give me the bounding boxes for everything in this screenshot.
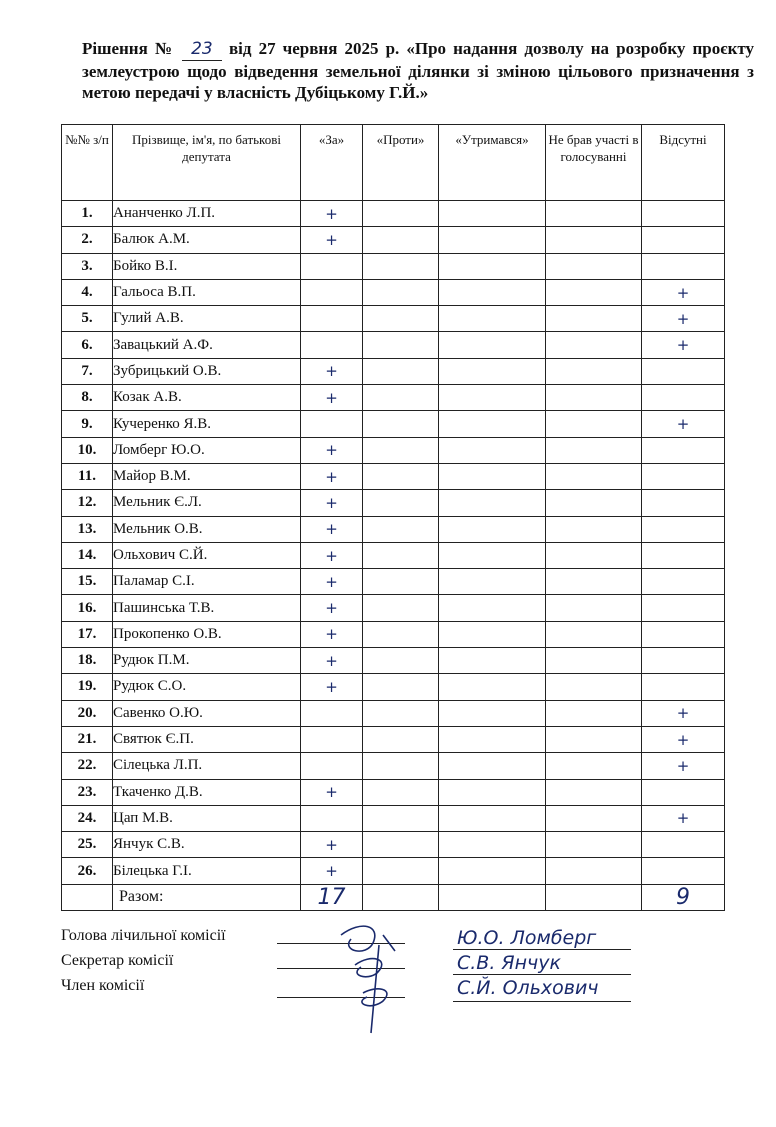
vote-cell-abstain [439,753,546,779]
vote-cell-against [363,332,439,358]
vote-cell-abstain [439,463,546,489]
vote-cell-not_voted [546,569,642,595]
table-row [62,700,725,726]
vote-cell-abstain [439,227,546,253]
name-line-chair [453,949,631,950]
role-chair: Голова лічильної комісії [61,927,226,944]
vote-cell-against [363,516,439,542]
vote-cell-not_voted [546,700,642,726]
vote-cell-absent [642,516,725,542]
vote-cell-abstain [439,437,546,463]
vote-cell-absent [642,832,725,858]
deputy-name: Паламар С.І. [113,569,301,595]
vote-cell-not_voted [546,832,642,858]
vote-cell-against [363,227,439,253]
row-number: 18. [62,648,113,674]
vote-cell-not_voted [546,621,642,647]
total-for: 17 [301,884,363,910]
row-number: 9. [62,411,113,437]
vote-cell-not_voted [546,279,642,305]
header-not-voted: Не брав участі в голосуванні [546,125,642,201]
row-number: 24. [62,805,113,831]
deputy-name: Майор В.М. [113,463,301,489]
handwritten-signature-icon [311,915,421,1035]
vote-cell-abstain [439,411,546,437]
deputy-name: Ломберг Ю.О. [113,437,301,463]
vote-cell-against [363,832,439,858]
vote-cell-abstain [439,201,546,227]
header-abstain: «Утримався» [439,125,546,201]
vote-cell-against [363,490,439,516]
vote-cell-abstain [439,490,546,516]
vote-cell-against [363,542,439,568]
vote-cell-against [363,253,439,279]
deputy-name: Ольхович С.Й. [113,542,301,568]
table-row [62,753,725,779]
table-row [62,595,725,621]
table-row [62,358,725,384]
vote-mark-for: + [301,516,363,542]
total-row [62,884,725,910]
signature-block [61,927,761,1027]
vote-cell-against [363,648,439,674]
vote-cell-against [363,779,439,805]
vote-cell-against [363,726,439,752]
row-number: 17. [62,621,113,647]
deputy-name: Янчук С.В. [113,832,301,858]
vote-cell-for [301,279,363,305]
header-name: Прізвище, ім'я, по батькові депутата [113,125,301,201]
row-number: 16. [62,595,113,621]
vote-cell-absent [642,542,725,568]
vote-cell-absent [642,621,725,647]
vote-mark-absent: + [642,726,725,752]
header-against: «Проти» [363,125,439,201]
header-absent: Відсутні [642,125,725,201]
row-number: 19. [62,674,113,700]
row-number: 7. [62,358,113,384]
deputy-name: Пашинська Т.В. [113,595,301,621]
table-row [62,463,725,489]
vote-cell-for [301,253,363,279]
vote-cell-abstain [439,595,546,621]
vote-cell-abstain [439,805,546,831]
vote-cell-against [363,358,439,384]
vote-cell-not_voted [546,227,642,253]
vote-mark-for: + [301,437,363,463]
deputy-name: Цап М.В. [113,805,301,831]
deputy-name: Бойко В.І. [113,253,301,279]
voting-table [61,124,725,911]
deputy-name: Ткаченко Д.В. [113,779,301,805]
vote-cell-absent [642,779,725,805]
deputy-name: Сілецька Л.П. [113,753,301,779]
table-row [62,621,725,647]
vote-cell-against [363,753,439,779]
table-row [62,201,725,227]
vote-cell-absent [642,463,725,489]
row-number: 14. [62,542,113,568]
row-number: 26. [62,858,113,884]
vote-cell-for [301,753,363,779]
deputy-name: Святюк Є.П. [113,726,301,752]
vote-cell-abstain [439,253,546,279]
role-member: Член комісії [61,977,145,994]
vote-cell-against [363,700,439,726]
deputy-name: Зубрицький О.В. [113,358,301,384]
vote-cell-not_voted [546,726,642,752]
vote-cell-against [363,279,439,305]
table-row [62,805,725,831]
table-row [62,832,725,858]
decision-title [82,38,754,103]
vote-mark-absent: + [642,805,725,831]
deputy-name: Прокопенко О.В. [113,621,301,647]
total-label: Разом: [113,884,301,910]
vote-cell-against [363,306,439,332]
deputy-name: Кучеренко Я.В. [113,411,301,437]
vote-cell-for [301,805,363,831]
name-line-secretary [453,974,631,975]
vote-cell-not_voted [546,385,642,411]
vote-mark-for: + [301,832,363,858]
vote-cell-not_voted [546,648,642,674]
vote-cell-for [301,306,363,332]
deputy-name: Балюк А.М. [113,227,301,253]
vote-cell-abstain [439,858,546,884]
vote-cell-not_voted [546,779,642,805]
row-number: 3. [62,253,113,279]
vote-cell-not_voted [546,201,642,227]
decision-text: від 27 червня 2025 р. «Про надання дозволу на розробку проєкту землеустрою щодо відведення земельної ділянки зі зміною цільового призначення з метою передачі у власність Дубіцькому Г.Й.» [82,39,755,102]
vote-cell-not_voted [546,490,642,516]
table-row [62,516,725,542]
row-number: 25. [62,832,113,858]
vote-mark-for: + [301,358,363,384]
vote-cell-not_voted [546,253,642,279]
vote-cell-abstain [439,516,546,542]
row-number: 1. [62,201,113,227]
vote-cell-abstain [439,569,546,595]
vote-cell-absent [642,595,725,621]
deputy-name: Білецька Г.І. [113,858,301,884]
vote-cell-absent [642,385,725,411]
vote-mark-absent: + [642,700,725,726]
row-number: 6. [62,332,113,358]
deputy-name: Козак А.В. [113,385,301,411]
row-number: 21. [62,726,113,752]
vote-mark-for: + [301,490,363,516]
row-number: 15. [62,569,113,595]
row-number: 8. [62,385,113,411]
table-row [62,648,725,674]
row-number: 22. [62,753,113,779]
header-for: «За» [301,125,363,201]
vote-cell-absent [642,253,725,279]
header-num: №№ з/п [62,125,113,201]
table-row [62,858,725,884]
vote-mark-absent: + [642,306,725,332]
vote-cell-against [363,437,439,463]
row-number: 12. [62,490,113,516]
vote-cell-abstain [439,542,546,568]
deputy-name: Мельник О.В. [113,516,301,542]
vote-mark-for: + [301,201,363,227]
vote-cell-not_voted [546,411,642,437]
name-line-member [453,1001,631,1002]
row-number: 23. [62,779,113,805]
vote-mark-absent: + [642,411,725,437]
row-number: 11. [62,463,113,489]
table-row [62,437,725,463]
vote-cell-abstain [439,726,546,752]
vote-cell-absent [642,437,725,463]
vote-cell-against [363,411,439,437]
vote-cell-not_voted [546,437,642,463]
voting-rows [62,201,725,885]
vote-cell-abstain [439,700,546,726]
vote-cell-not_voted [546,805,642,831]
signature-name-chair: Ю.О. Ломберг [457,927,597,949]
vote-mark-for: + [301,569,363,595]
deputy-name: Завацький А.Ф. [113,332,301,358]
deputy-name: Савенко О.Ю. [113,700,301,726]
table-row [62,279,725,305]
vote-cell-absent [642,569,725,595]
vote-cell-not_voted [546,674,642,700]
table-row [62,779,725,805]
vote-cell-abstain [439,306,546,332]
vote-cell-not_voted [546,358,642,384]
vote-cell-against [363,463,439,489]
vote-cell-not_voted [546,332,642,358]
vote-mark-for: + [301,621,363,647]
table-row [62,490,725,516]
row-number: 13. [62,516,113,542]
vote-cell-absent [642,858,725,884]
vote-mark-for: + [301,779,363,805]
vote-cell-not_voted [546,516,642,542]
table-row [62,385,725,411]
vote-cell-abstain [439,332,546,358]
vote-cell-absent [642,201,725,227]
vote-cell-against [363,201,439,227]
vote-cell-not_voted [546,858,642,884]
table-row [62,542,725,568]
vote-cell-abstain [439,674,546,700]
vote-mark-absent: + [642,332,725,358]
vote-cell-abstain [439,385,546,411]
vote-cell-for [301,411,363,437]
vote-mark-for: + [301,858,363,884]
vote-cell-against [363,621,439,647]
row-number: 5. [62,306,113,332]
vote-mark-for: + [301,595,363,621]
signature-name-secretary: С.В. Янчук [457,952,561,974]
vote-cell-abstain [439,621,546,647]
row-number: 10. [62,437,113,463]
table-row [62,332,725,358]
vote-mark-for: + [301,385,363,411]
vote-cell-for [301,700,363,726]
deputy-name: Рудюк П.М. [113,648,301,674]
vote-cell-against [363,569,439,595]
deputy-name: Гальоса В.П. [113,279,301,305]
vote-cell-not_voted [546,463,642,489]
vote-cell-abstain [439,779,546,805]
vote-cell-against [363,595,439,621]
vote-cell-for [301,726,363,752]
deputy-name: Рудюк С.О. [113,674,301,700]
vote-cell-absent [642,648,725,674]
decision-number: 23 [182,39,222,61]
deputy-name: Ананченко Л.П. [113,201,301,227]
deputy-name: Мельник Є.Л. [113,490,301,516]
vote-cell-abstain [439,648,546,674]
vote-cell-absent [642,358,725,384]
table-row [62,726,725,752]
signature-name-member: С.Й. Ольхович [457,977,599,999]
vote-cell-abstain [439,279,546,305]
decision-prefix: Рішення № [82,39,175,58]
vote-cell-against [363,385,439,411]
vote-cell-absent [642,674,725,700]
row-number: 20. [62,700,113,726]
vote-mark-for: + [301,674,363,700]
total-absent: 9 [642,884,725,910]
vote-cell-for [301,332,363,358]
vote-mark-absent: + [642,279,725,305]
vote-cell-not_voted [546,542,642,568]
vote-cell-against [363,858,439,884]
vote-mark-for: + [301,648,363,674]
vote-cell-not_voted [546,306,642,332]
table-row [62,306,725,332]
vote-mark-for: + [301,227,363,253]
role-secretary: Секретар комісії [61,952,174,969]
vote-mark-for: + [301,542,363,568]
vote-cell-abstain [439,832,546,858]
row-number: 2. [62,227,113,253]
table-row [62,227,725,253]
vote-cell-abstain [439,358,546,384]
vote-cell-absent [642,227,725,253]
table-row [62,253,725,279]
vote-cell-against [363,674,439,700]
row-number: 4. [62,279,113,305]
vote-mark-for: + [301,463,363,489]
table-row [62,674,725,700]
vote-cell-not_voted [546,753,642,779]
vote-cell-against [363,805,439,831]
vote-cell-absent [642,490,725,516]
table-row [62,411,725,437]
deputy-name: Гулий А.В. [113,306,301,332]
table-row [62,569,725,595]
vote-cell-not_voted [546,595,642,621]
vote-mark-absent: + [642,753,725,779]
